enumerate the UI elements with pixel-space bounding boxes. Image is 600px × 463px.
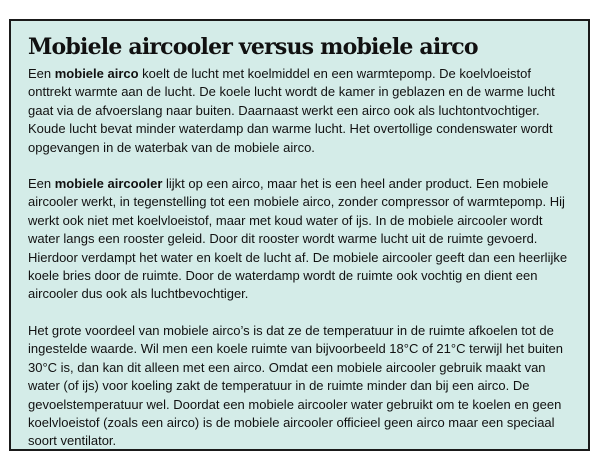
paragraph-mobiele-aircooler: [28, 175, 571, 304]
paragraph-mobiele-airco: [28, 65, 571, 157]
paragraph-1-term: mobiele airco: [54, 66, 139, 81]
paragraph-1-lead: Een: [28, 66, 55, 81]
article-title: Mobiele aircooler versus mobiele airco: [28, 34, 478, 60]
paragraph-2-lead: Een: [28, 176, 55, 192]
paragraph-2-term: mobiele aircooler: [54, 176, 163, 192]
info-box-content: [11, 21, 588, 451]
paragraph-2-body: lijkt op een airco, maar het is een heel ander product. Een mobiele aircooler werkt, in tegenstelling tot een mobiele airco, zonder compressor of warmtepomp. Hij werkt ook niet met koelvloeistof, maar met koud water of ijs. In de mobiele aircooler wordt water langs een rooster geleid. Door dit rooster wordt warme lucht uit de ruimte gevoerd. Hierdoor verdampt het water en koelt de lucht af. De mobiele aircooler geeft dan een heerlijke koele bries door de ruimte. Door de waterdamp wordt de ruimte ook vochtig en dient een aircooler dus ook als luchtbevochtiger.: [28, 176, 568, 302]
info-box: [9, 19, 590, 451]
paragraph-1-body: koelt de lucht met koelmiddel en een warmtepomp. De koelvloeistof onttrekt warmte aan de lucht. De koele lucht wordt de kamer in geblazen en de warme lucht gaat via de afvoerslang naar buiten. Daarnaast werkt een airco ook als luchtontvochtiger. Koude lucht bevat minder waterdamp dan warme lucht. Het overtollige condenswater wordt opgevangen in de waterbak van de mobiele airco.: [28, 66, 555, 155]
paragraph-voordeel: Het grote voordeel van mobiele airco’s is dat ze de temperatuur in de ruimte afkoelen tot de ingestelde waarde. Wil men een koele ruimte van bijvoorbeeld 18°C of 21°C terwijl het buiten 30°C is, dan kan dit alleen met een airco. Omdat een mobiele aircooler gebruik maakt van water (of ijs) voor koeling zakt de temperatuur in de ruimte minder dan bij een airco. De gevoelstemperatuur wel. Doordat een mobiele aircooler water gebruikt om te koelen en geen koelvloeistof (zoals een airco) is de mobiele aircooler officieel geen airco maar een speciaal soort ventilator.: [28, 322, 564, 449]
